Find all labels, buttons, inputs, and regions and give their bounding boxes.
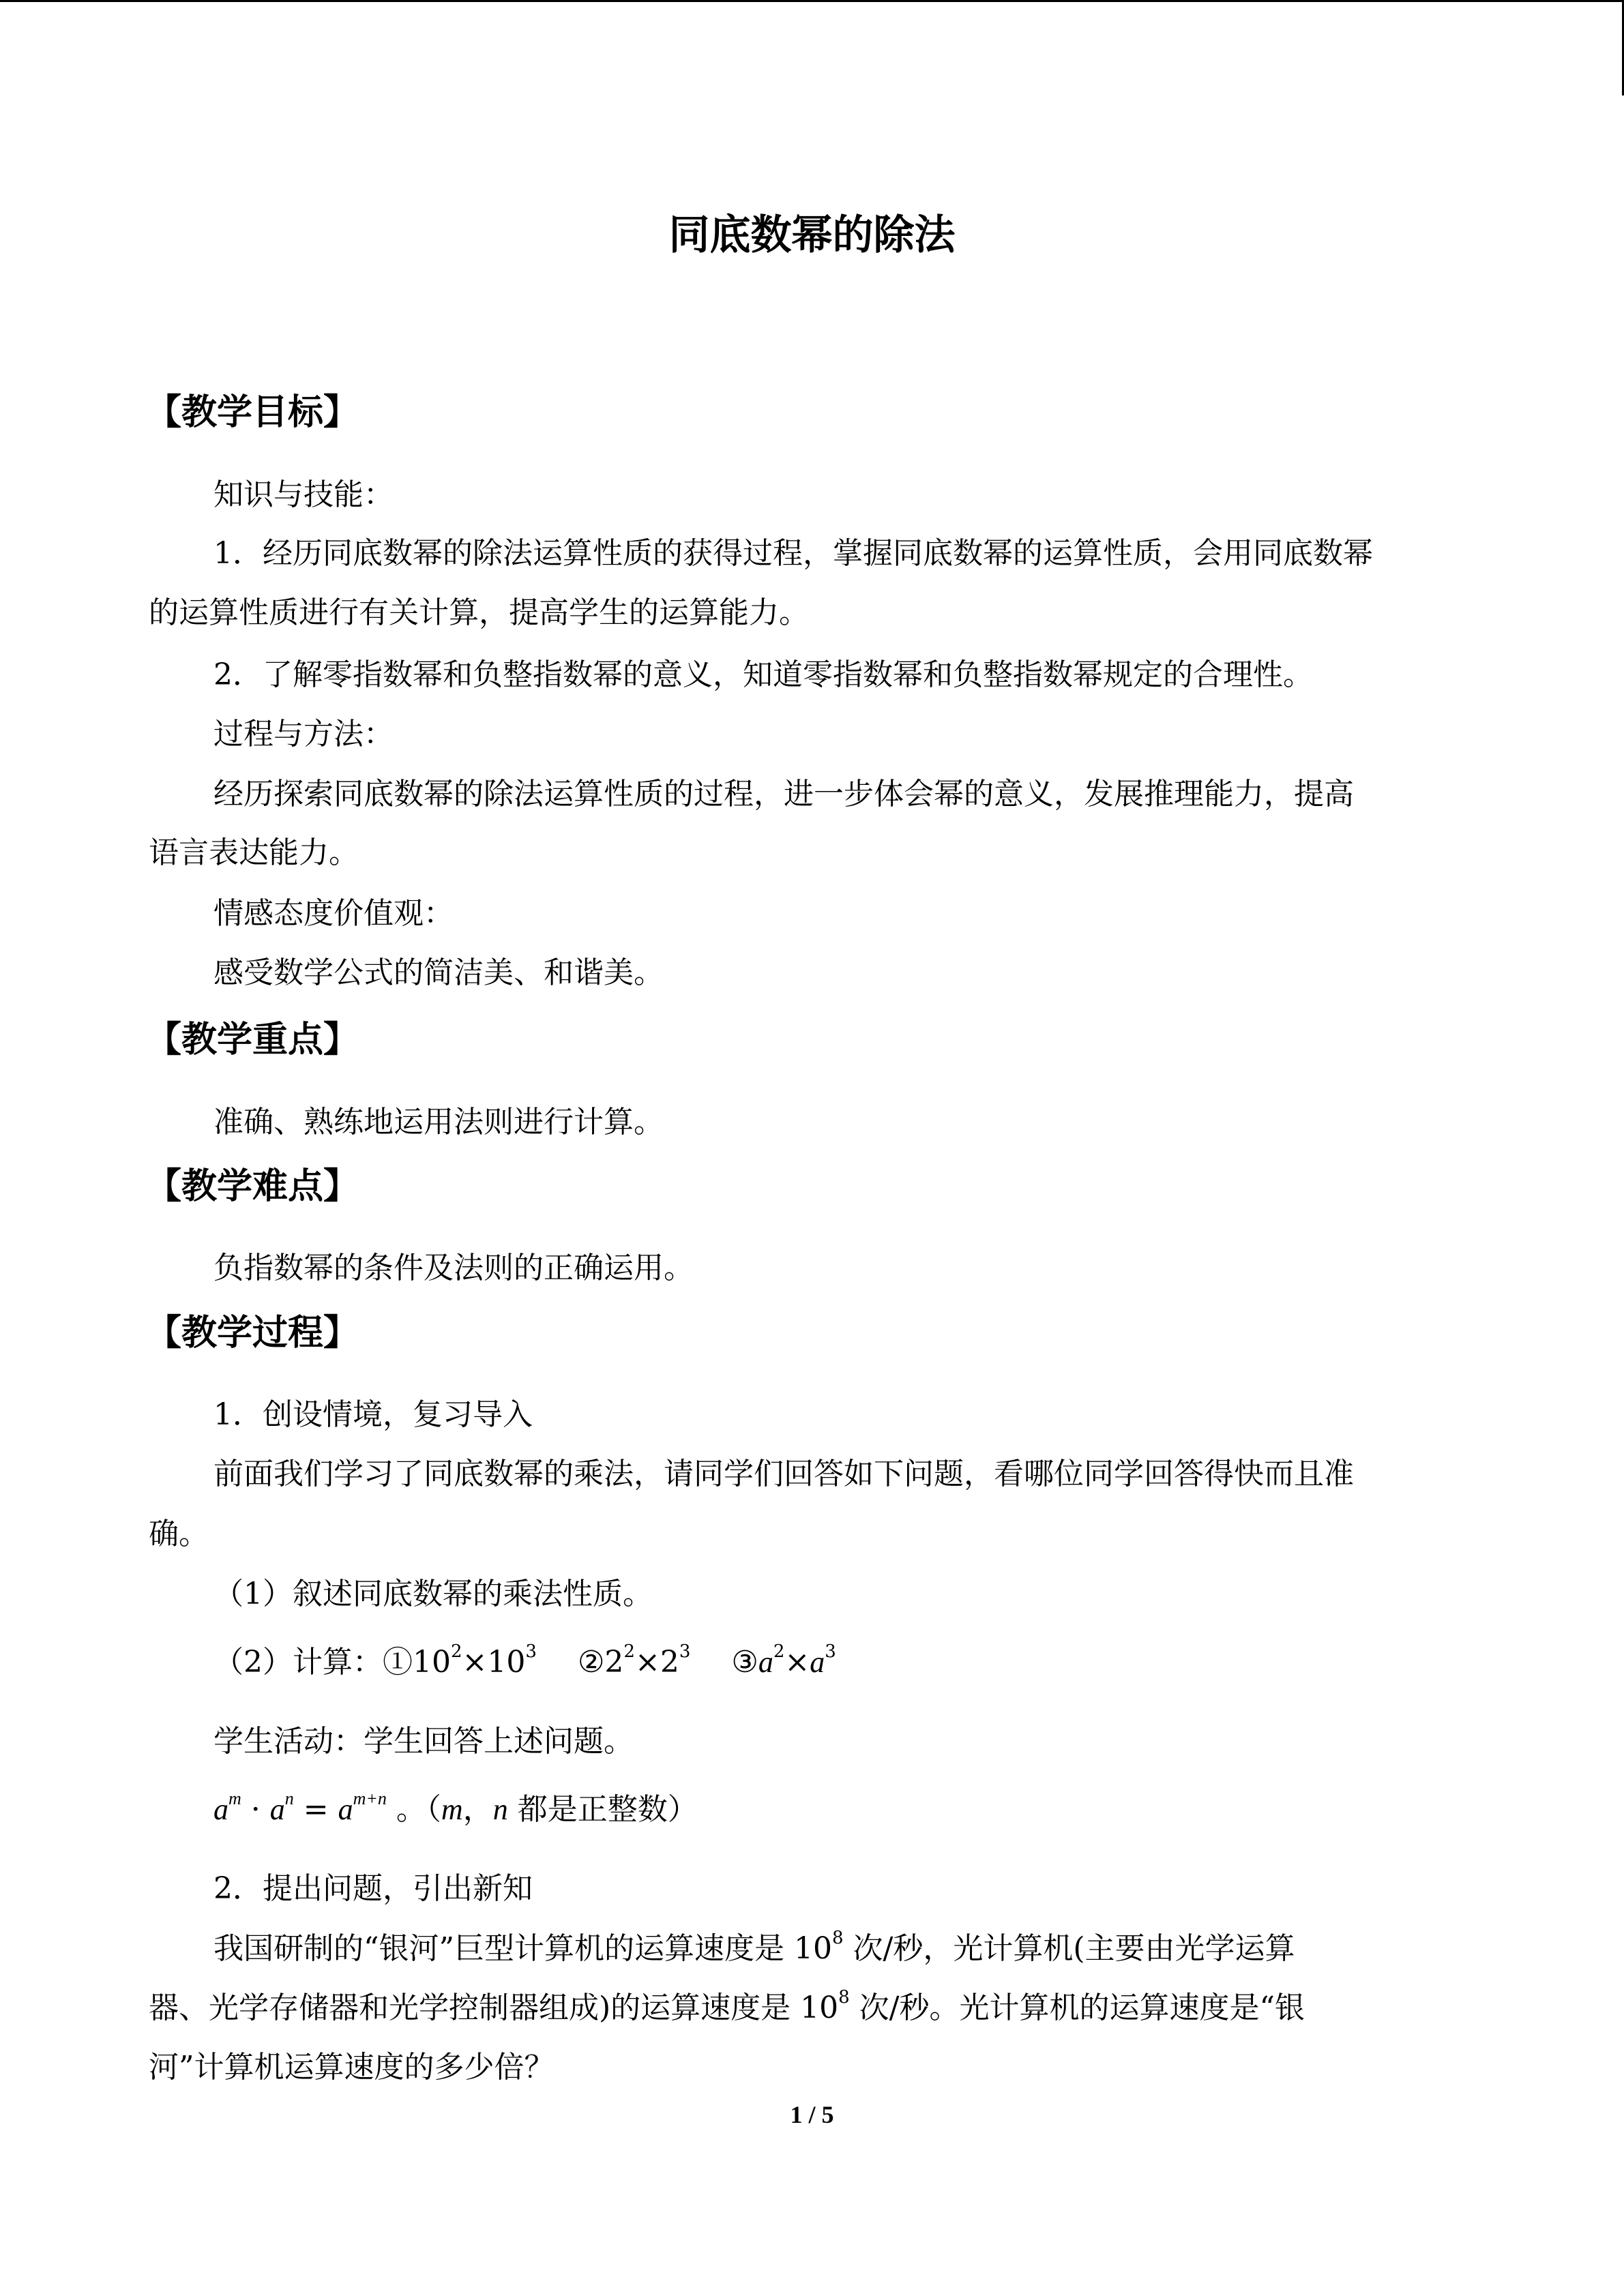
calc-1-base: 10 <box>413 1645 451 1680</box>
formula-base-2: a <box>269 1793 285 1826</box>
process-method-line-1: 经历探索同底数幂的除法运算性质的过程，进一步体会幂的意义，发展推理能力，提高 <box>213 777 1354 811</box>
formula-tail-open: 。（ <box>386 1792 441 1827</box>
question-1: （1）叙述同底数幂的乘法性质。 <box>213 1577 653 1611</box>
heading-teaching-process: 【教学过程】 <box>146 1313 359 1354</box>
formula-exp-n: n <box>284 1789 294 1808</box>
problem-line-2-start: 器、光学存储器和光学控制器组成)的运算速度是 10 <box>149 1991 839 2025</box>
calc-1-exp: 2 <box>451 1641 462 1662</box>
calc-2-times: × <box>634 1645 660 1680</box>
formula-equals: = <box>293 1792 338 1827</box>
calc-3-times: × <box>784 1645 810 1680</box>
formula-var-m: m <box>441 1793 463 1826</box>
question-2-prefix: （2）计算： <box>213 1645 383 1680</box>
formula-exp-m: m <box>228 1789 241 1808</box>
goal-item-1-line-1: 1．经历同底数幂的除法运算性质的获得过程，掌握同底数幂的运算性质，会用同底数幂 <box>213 536 1373 571</box>
calc-2-exp: 2 <box>623 1641 635 1662</box>
formula-base-1: a <box>213 1793 228 1826</box>
goal-item-2: 2．了解零指数幂和负整指数幂的意义，知道零指数幂和负整指数幂规定的合理性。 <box>213 657 1313 692</box>
goal-item-1-line-2: 的运算性质进行有关计算，提高学生的运算能力。 <box>149 595 809 630</box>
problem-line-3: 河”计算机运算速度的多少倍？ <box>149 2050 555 2085</box>
problem-line-1-start: 我国研制的“银河”巨型计算机的运算速度是 10 <box>213 1931 832 1966</box>
attitude-text: 感受数学公式的简洁美、和谐美。 <box>213 955 664 990</box>
problem-line-2-exponent: 8 <box>838 1987 850 2008</box>
step-2-heading: 2．提出问题，引出新知 <box>213 1871 533 1906</box>
heading-difficulties: 【教学难点】 <box>146 1166 359 1207</box>
calc-3-base-2: a <box>810 1645 825 1679</box>
student-activity: 学生活动：学生回答上述问题。 <box>213 1724 634 1759</box>
process-method-line-2: 语言表达能力。 <box>149 835 359 870</box>
attitude-label: 情感态度价值观： <box>213 896 454 931</box>
calc-3-base: a <box>758 1645 773 1679</box>
problem-line-1-end: 次/秒，光计算机(主要由光学运算 <box>843 1931 1295 1966</box>
problem-line-1-exponent: 8 <box>831 1928 844 1948</box>
intro-line-2: 确。 <box>149 1517 209 1551</box>
calc-2-exp-2: 3 <box>679 1641 691 1662</box>
calc-2-base: 2 <box>604 1645 624 1680</box>
heading-key-points: 【教学重点】 <box>146 1019 359 1060</box>
calc-1-marker: ① <box>383 1645 413 1680</box>
intro-line-1: 前面我们学习了同底数幂的乘法，请同学们回答如下问题，看哪位同学回答得快而且准 <box>213 1457 1354 1491</box>
calc-1-exp-2: 3 <box>525 1641 537 1662</box>
problem-line-1 <box>213 1928 1295 1969</box>
problem-line-2-end: 次/秒。光计算机的运算速度是“银 <box>849 1991 1305 2025</box>
calc-3-exp-2: 3 <box>825 1641 836 1662</box>
calc-3-marker: ③ <box>731 1645 758 1680</box>
calc-2-base-2: 2 <box>660 1645 679 1680</box>
formula-tail-close: 都是正整数） <box>507 1792 698 1827</box>
multiplication-rule-formula <box>213 1789 698 1830</box>
top-border <box>0 0 1624 2</box>
process-method-label: 过程与方法： <box>213 717 394 751</box>
question-2 <box>213 1642 836 1683</box>
heading-teaching-goals: 【教学目标】 <box>146 392 359 433</box>
formula-base-3: a <box>338 1793 353 1826</box>
problem-line-2 <box>149 1988 1305 2029</box>
calc-2-marker: ② <box>577 1645 605 1680</box>
formula-var-n: n <box>492 1793 508 1826</box>
knowledge-skills-label: 知识与技能： <box>213 477 394 512</box>
key-points-text: 准确、熟练地运用法则进行计算。 <box>213 1105 664 1139</box>
calc-1-times: × <box>462 1645 488 1680</box>
step-1-heading: 1．创设情境，复习导入 <box>213 1397 533 1432</box>
formula-dot: · <box>241 1792 270 1827</box>
formula-exp-mn: m+n <box>353 1789 387 1808</box>
calc-3-exp: 2 <box>773 1641 785 1662</box>
document-title: 同底数幂的除法 <box>668 211 956 259</box>
calc-1-base-2: 10 <box>487 1645 526 1680</box>
page-number: 1 / 5 <box>790 2101 834 2128</box>
formula-comma: ， <box>462 1792 493 1827</box>
difficulties-text: 负指数幂的条件及法则的正确运用。 <box>213 1251 694 1285</box>
